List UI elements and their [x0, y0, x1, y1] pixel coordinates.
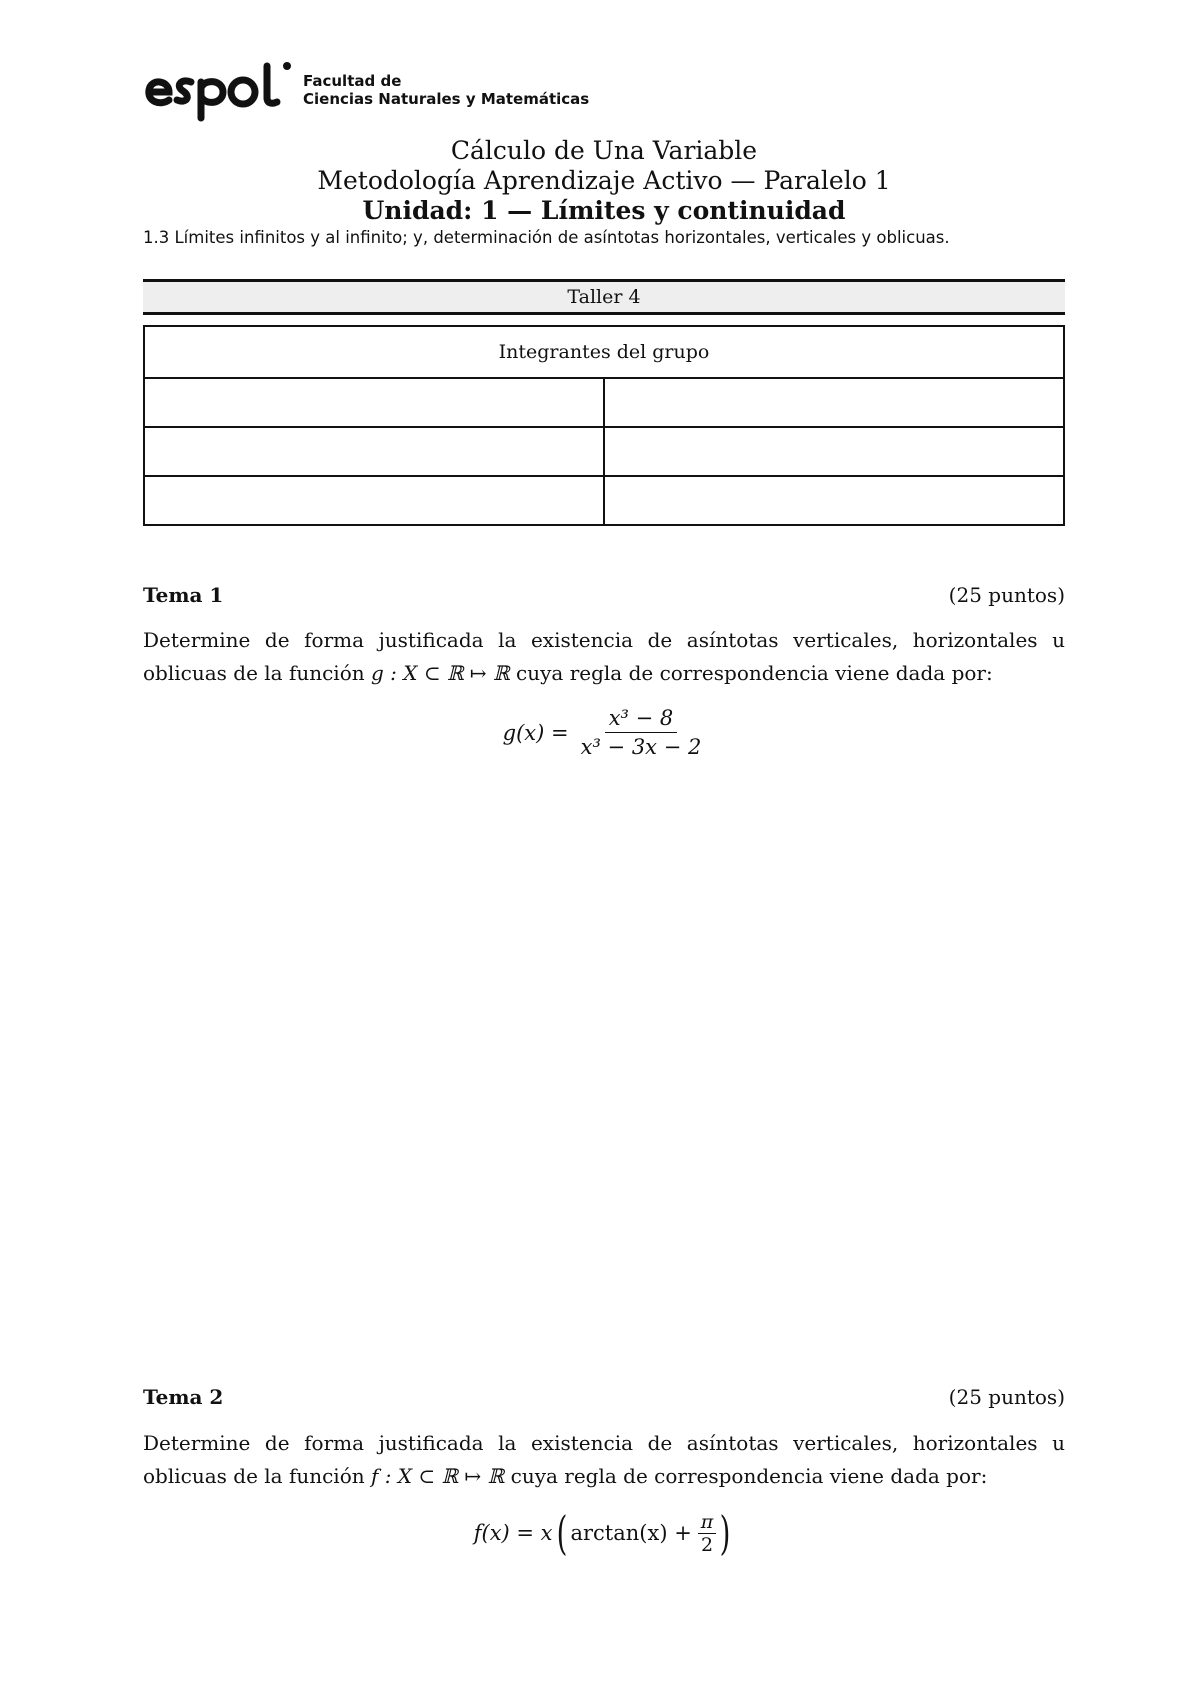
- right-paren: ): [719, 1506, 731, 1560]
- group-table-header: Integrantes del grupo: [144, 326, 1064, 378]
- faculty-name: [303, 72, 589, 108]
- tema1-formula: [143, 706, 1065, 759]
- document-titles: [143, 136, 1065, 226]
- tema1-function-signature: g : X ⊂ ℝ ↦ ℝ: [370, 661, 510, 685]
- espol-wordmark-icon: [143, 58, 293, 122]
- table-row: [144, 378, 1064, 427]
- member-cell[interactable]: [144, 476, 604, 525]
- tema1-title: Tema 1: [143, 583, 224, 607]
- tema2-inner: arctan(x) +: [570, 1521, 692, 1545]
- tema2-heading: [143, 1384, 1065, 1410]
- tema1-body-post: cuya regla de correspondencia viene dada por:: [509, 661, 993, 685]
- table-row: [144, 427, 1064, 476]
- tema2-formula: [143, 1506, 1065, 1560]
- subtopic-text: 1.3 Límites infinitos y al infinito; y, determinación de asíntotas horizontales, verticales y oblicuas.: [143, 228, 950, 247]
- tema2-statement: [143, 1427, 1065, 1493]
- tema1-statement: [143, 624, 1065, 690]
- table-row: [144, 476, 1064, 525]
- tema1-fraction: [577, 706, 706, 759]
- tema2-frac-den: 2: [701, 1533, 714, 1556]
- tema1-points: (25 puntos): [948, 583, 1065, 607]
- tema1-denominator: x³ − 3x − 2: [580, 735, 702, 759]
- tema1-lhs: g(x) =: [502, 720, 569, 745]
- tema2-fraction: [698, 1511, 717, 1556]
- faculty-line-2: Ciencias Naturales y Matemáticas: [303, 90, 590, 108]
- tema2-function-signature: f : X ⊂ ℝ ↦ ℝ: [370, 1464, 505, 1488]
- tema1-heading: [143, 582, 1065, 608]
- course-title: Cálculo de Una Variable: [450, 136, 758, 165]
- espol-logo: [143, 55, 589, 125]
- left-paren: (: [556, 1506, 567, 1560]
- member-cell[interactable]: [604, 378, 1064, 427]
- document-page: [143, 0, 1065, 1696]
- tema1-body-pre: Determine de forma justificada la existencia de asíntotas verticales, horizontales u oblicuas de la función: [143, 628, 1065, 685]
- methodology-title: Metodología Aprendizaje Activo — Paralelo 1: [317, 166, 891, 195]
- tema2-lhs: f(x) = x: [473, 1521, 553, 1545]
- member-cell[interactable]: [144, 378, 604, 427]
- member-cell[interactable]: [604, 476, 1064, 525]
- member-cell[interactable]: [144, 427, 604, 476]
- group-members-table: [143, 325, 1065, 526]
- tema2-body-pre: Determine de forma justificada la existencia de asíntotas verticales, horizontales u oblicuas de la función: [143, 1431, 1065, 1488]
- member-cell[interactable]: [604, 427, 1064, 476]
- taller-band: Taller 4: [143, 279, 1065, 315]
- tema2-frac-num: π: [698, 1511, 717, 1534]
- tema2-title: Tema 2: [143, 1385, 224, 1409]
- tema2-body-post: cuya regla de correspondencia viene dada por:: [504, 1464, 988, 1488]
- faculty-line-1: Facultad de: [303, 72, 402, 90]
- unit-title: Unidad: 1 — Límites y continuidad: [362, 196, 846, 225]
- tema1-numerator: x³ − 8: [605, 706, 678, 733]
- tema2-points: (25 puntos): [948, 1385, 1065, 1409]
